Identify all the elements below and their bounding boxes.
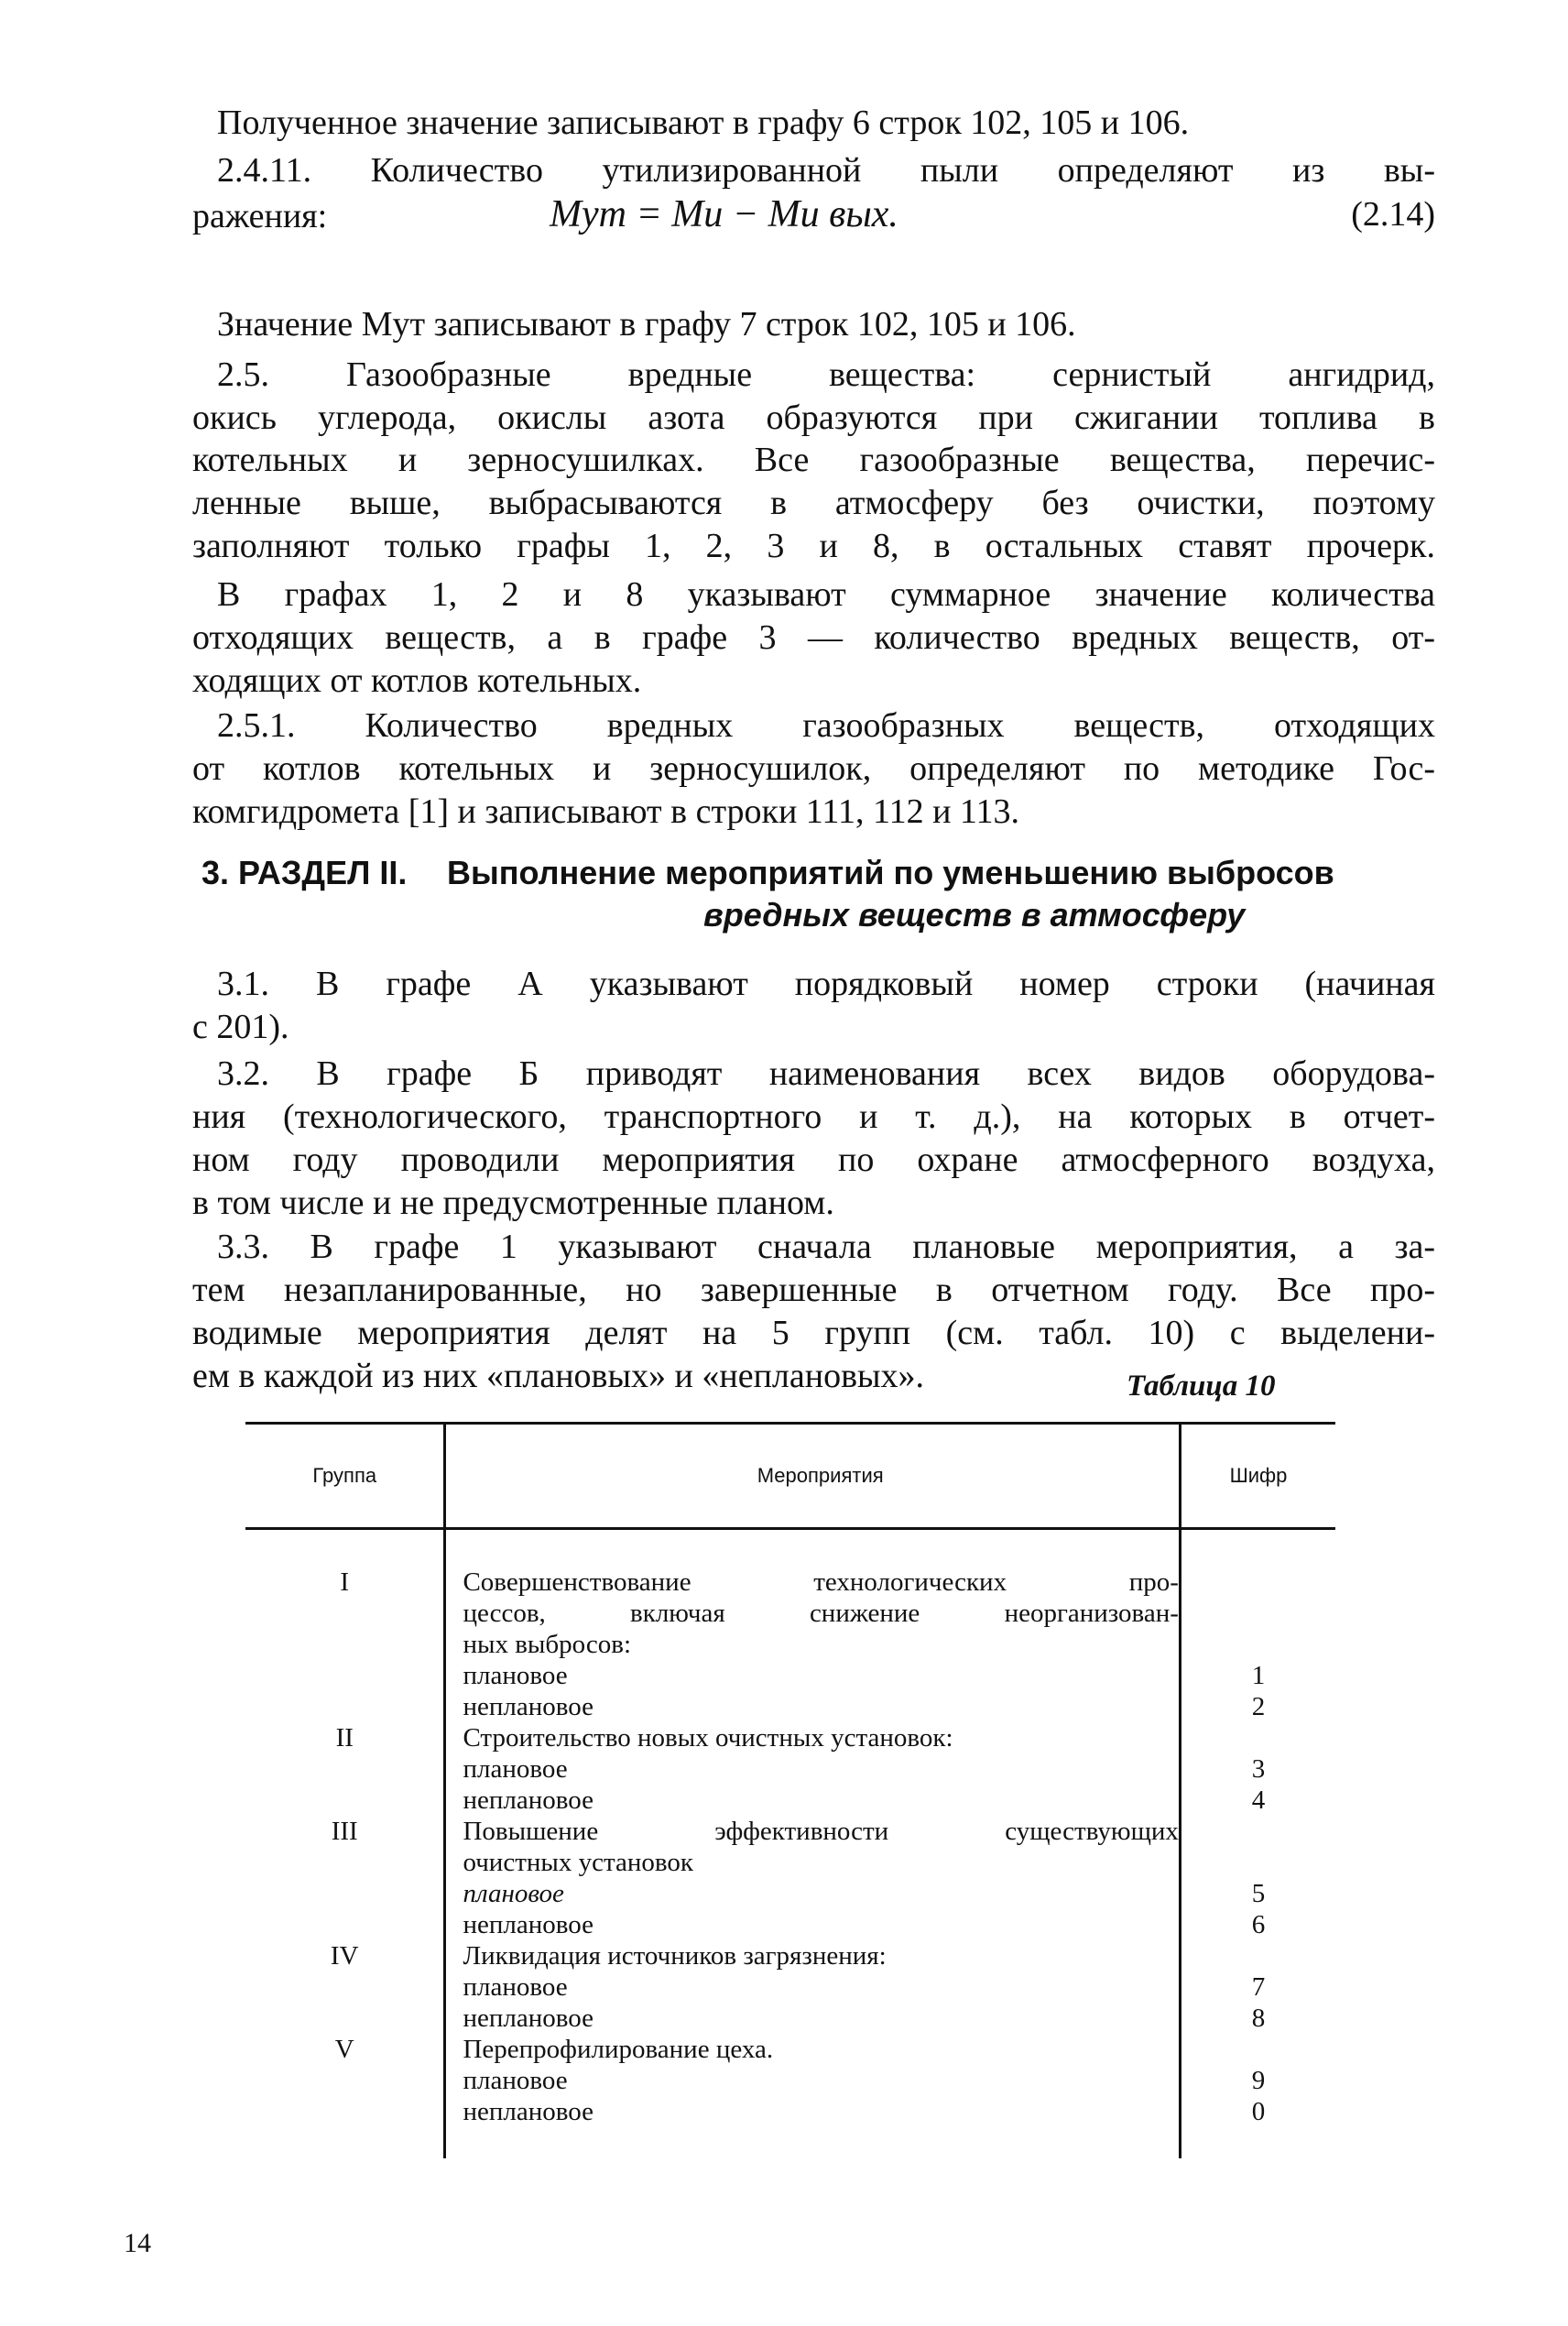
group-cell [245, 1785, 445, 1816]
code-cell [1180, 1529, 1335, 1599]
paragraph-line: котельных и зерносушилках. Все газообразные вещества, перечис- [192, 441, 1435, 479]
paragraph-line: водимые мероприятия делят на 5 групп (см. табл. 10) с выделени- [192, 1314, 1435, 1352]
code-cell [1180, 1816, 1335, 1847]
code-cell: 1 [1251, 1661, 1266, 1690]
group-cell: III [245, 1816, 445, 1847]
group-cell [245, 1691, 445, 1722]
activity-cell: Ликвидация источников загрязнения: [445, 1940, 1180, 1971]
paragraph-line: 2.4.11. Количество утилизированной пыли определяют из вы- [217, 151, 1435, 190]
activity-cell: Перепрофилирование цеха. [445, 2034, 1180, 2065]
activity-cell: неплановое [445, 2003, 1180, 2034]
activity-cell: неплановое [445, 2096, 1180, 2158]
column-header-activities: Мероприятия [445, 1424, 1180, 1529]
code-cell [1180, 1598, 1335, 1629]
group-cell: II [245, 1722, 445, 1753]
paragraph-line: комгидромета [1] и записывают в строки 111, 112 и 113. [192, 792, 1020, 831]
code-cell: 3 [1251, 1754, 1266, 1784]
paragraph-line: отходящих веществ, а в графе 3 — количество вредных веществ, от- [192, 618, 1435, 657]
code-cell: 8 [1251, 2004, 1266, 2033]
paragraph-line: ем в каждой из них «плановых» и «неплановых». [192, 1357, 925, 1395]
activity-cell: Строительство новых очистных установок: [445, 1722, 1180, 1753]
group-cell [245, 1971, 445, 2003]
code-cell: 2 [1251, 1692, 1266, 1721]
code-cell [1180, 1722, 1335, 1753]
paragraph-line: ния (технологического, транспортного и т. д.), на которых в отчет- [192, 1097, 1435, 1136]
code-cell [1180, 1940, 1335, 1971]
formula-number: (2.14) [1351, 195, 1435, 234]
paragraph-line: 3.1. В графе А указывают порядковый номер строки (начиная [217, 965, 1435, 1003]
group-cell [245, 2065, 445, 2096]
group-cell [245, 1847, 445, 1878]
group-cell: IV [245, 1940, 445, 1971]
activity-cell: плановое [445, 1878, 1180, 1909]
activity-cell: плановое [445, 1660, 1180, 1691]
section-title-line2: вредных веществ в атмосферу [703, 896, 1246, 934]
paragraph-line: 3.2. В графе Б приводят наименования всех видов оборудова- [217, 1054, 1435, 1093]
page-number: 14 [124, 2228, 151, 2258]
column-header-code: Шифр [1180, 1424, 1335, 1529]
activity-cell: неплановое [445, 1691, 1180, 1722]
paragraph-line: ленные выше, выбрасываются в атмосферу без очистки, поэтому [192, 484, 1435, 522]
group-cell: I [245, 1529, 445, 1599]
paragraph-line: окись углерода, окислы азота образуются при сжигании топлива в [192, 399, 1435, 437]
paragraph-line: 2.5. Газообразные вредные вещества: сернистый ангидрид, [217, 355, 1435, 394]
activity-cell: Повышение эффективности существующих [445, 1816, 1180, 1847]
group-cell [245, 1909, 445, 1940]
paragraph-line: ходящих от котлов котельных. [192, 661, 642, 700]
activity-cell: неплановое [445, 1785, 1180, 1816]
paragraph-line: 2.5.1. Количество вредных газообразных веществ, отходящих [217, 706, 1435, 745]
activity-cell: Совершенствование технологических про- [445, 1529, 1180, 1599]
group-cell [245, 2096, 445, 2158]
formula: Mут = Mи − Mи вых. [550, 193, 898, 235]
group-cell [245, 1660, 445, 1691]
code-cell: 5 [1251, 1879, 1266, 1908]
paragraph-line: Полученное значение записывают в графу 6 строк 102, 105 и 106. [217, 104, 1190, 142]
code-cell [1180, 2034, 1335, 2065]
paragraph-line: ном году проводили мероприятия по охране атмосферного воздуха, [192, 1141, 1435, 1179]
paragraph-line: с 201). [192, 1008, 289, 1046]
paragraph-line: заполняют только графы 1, 2, 3 и 8, в остальных ставят прочерк. [192, 527, 1435, 565]
column-header-group: Группа [245, 1424, 445, 1529]
code-cell: 4 [1251, 1785, 1266, 1815]
paragraph-line: ражения: [192, 197, 328, 235]
activity-cell: цессов, включая снижение неорганизован- [445, 1598, 1180, 1629]
table-caption: Таблица 10 [1127, 1370, 1276, 1403]
code-cell: 9 [1251, 2066, 1266, 2095]
activity-cell: очистных установок [445, 1847, 1180, 1878]
activity-cell: неплановое [445, 1909, 1180, 1940]
activity-cell: плановое [445, 1971, 1180, 2003]
section-number: 3. РАЗДЕЛ II. [201, 854, 408, 891]
code-cell [1180, 1629, 1335, 1660]
measures-table [245, 1422, 1335, 2158]
section-title-line1: Выполнение мероприятий по уменьшению выбросов [447, 854, 1334, 891]
group-cell [245, 2003, 445, 2034]
paragraph-line: 3.3. В графе 1 указывают сначала плановые мероприятия, а за- [217, 1228, 1435, 1266]
code-cell: 7 [1251, 1972, 1266, 2002]
code-cell: 6 [1251, 1910, 1266, 1939]
group-cell [245, 1753, 445, 1785]
group-cell [245, 1598, 445, 1629]
paragraph-line: тем незапланированные, но завершенные в отчетном году. Все про- [192, 1271, 1435, 1309]
code-cell [1180, 1847, 1335, 1878]
group-cell: V [245, 2034, 445, 2065]
code-cell: 0 [1251, 2097, 1266, 2126]
activity-cell: плановое [445, 2065, 1180, 2096]
group-cell [245, 1878, 445, 1909]
paragraph-line: В графах 1, 2 и 8 указывают суммарное значение количества [217, 575, 1435, 614]
paragraph-line: Значение Mут записывают в графу 7 строк 102, 105 и 106. [217, 305, 1076, 344]
paragraph-line: от котлов котельных и зерносушилок, определяют по методике Гос- [192, 749, 1435, 788]
paragraph-line: в том числе и не предусмотренные планом. [192, 1184, 834, 1222]
activity-cell: плановое [445, 1753, 1180, 1785]
group-cell [245, 1629, 445, 1660]
activity-cell: ных выбросов: [445, 1629, 1180, 1660]
